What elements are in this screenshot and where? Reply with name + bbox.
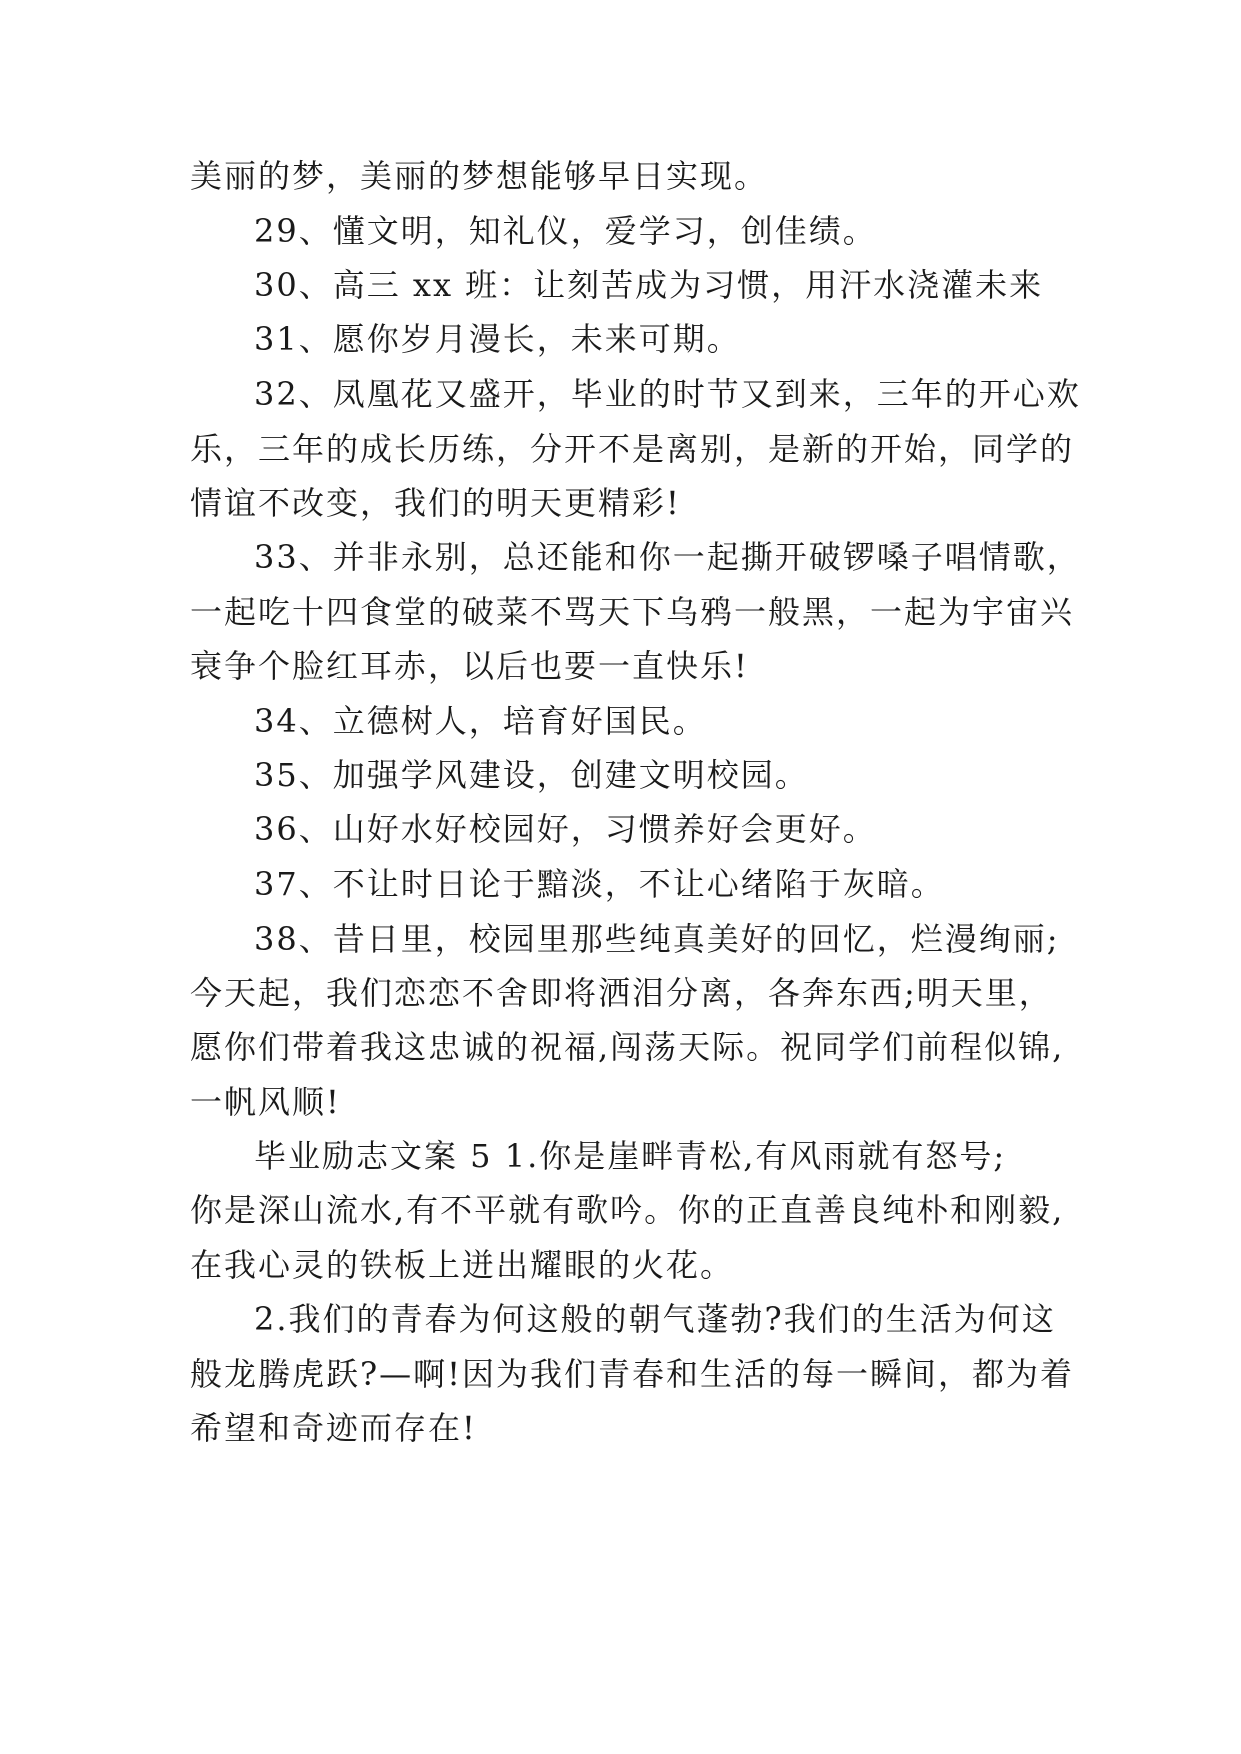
text-line: 37、不让时日论于黯淡，不让心绪陷于灰暗。 xyxy=(254,865,945,903)
text-line: 希望和奇迹而存在! xyxy=(190,1409,477,1447)
text-line: 35、加强学风建设，创建文明校园。 xyxy=(254,756,809,794)
text-line: 29、懂文明，知礼仪，爱学习，创佳绩。 xyxy=(254,212,877,250)
text-line: 美丽的梦，美丽的梦想能够早日实现。 xyxy=(190,157,769,195)
text-line: 一帆风顺! xyxy=(190,1083,341,1121)
text-line: 34、立德树人，培育好国民。 xyxy=(254,702,707,740)
text-line: 般龙腾虎跃?—啊!因为我们青春和生活的每一瞬间，都为着 xyxy=(190,1355,1075,1393)
text-line: 31、愿你岁月漫长，未来可期。 xyxy=(254,320,741,358)
text-line: 愿你们带着我这忠诚的祝福,闯荡天际。祝同学们前程似锦, xyxy=(190,1028,1065,1066)
text-line: 情谊不改变，我们的明天更精彩! xyxy=(190,484,681,522)
text-line: 乐，三年的成长历练，分开不是离别，是新的开始，同学的 xyxy=(190,430,1075,468)
text-line: 32、凤凰花又盛开，毕业的时节又到来，三年的开心欢 xyxy=(254,375,1081,413)
text-line: 今天起，我们恋恋不舍即将洒泪分离，各奔东西;明天里， xyxy=(190,974,1053,1012)
text-line: 毕业励志文案 5 1.你是崖畔青松,有风雨就有怒号; xyxy=(254,1137,1007,1175)
text-line: 38、昔日里，校园里那些纯真美好的回忆，烂漫绚丽; xyxy=(254,920,1060,958)
text-line: 衰争个脸红耳赤，以后也要一直快乐! xyxy=(190,647,749,685)
text-line: 在我心灵的铁板上迸出耀眼的火花。 xyxy=(190,1246,735,1284)
text-line: 一起吃十四食堂的破菜不骂天下乌鸦一般黑，一起为宇宙兴 xyxy=(190,593,1075,631)
text-line: 2.我们的青春为何这般的朝气蓬勃?我们的生活为何这 xyxy=(254,1300,1056,1338)
text-line: 36、山好水好校园好，习惯养好会更好。 xyxy=(254,810,877,848)
text-line: 30、高三 xx 班：让刻苦成为习惯，用汗水浇灌未来 xyxy=(254,266,1044,304)
text-line: 你是深山流水,有不平就有歌吟。你的正直善良纯朴和刚毅, xyxy=(190,1191,1065,1229)
text-line: 33、并非永别，总还能和你一起撕开破锣嗓子唱情歌， xyxy=(254,538,1081,576)
